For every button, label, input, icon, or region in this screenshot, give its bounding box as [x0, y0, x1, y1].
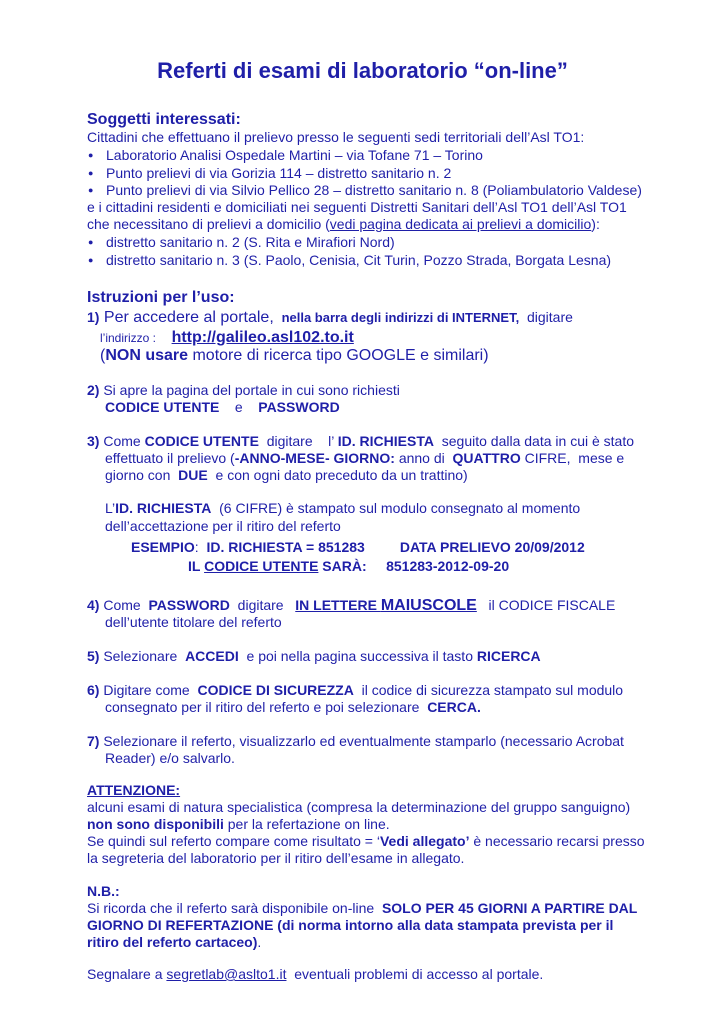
- step-number: 1): [87, 309, 100, 325]
- nb-heading: [87, 883, 120, 900]
- step-3-id-note: [105, 500, 580, 517]
- text-span: Si ricorda che il referto sarà disponibile on-line: [87, 900, 382, 916]
- text-span: ID. RICHIESTA: [115, 500, 212, 516]
- attenzione-line: [87, 816, 390, 833]
- text-span: DUE: [178, 467, 208, 483]
- text-span: eventuali problemi di accesso al portale.: [286, 966, 544, 982]
- text-span: (di norma intorno alla data stampata prevista per il: [273, 917, 614, 933]
- nb-line: [87, 900, 637, 917]
- list-item: Punto prelievi di via Gorizia 114 – distretto sanitario n. 2: [106, 165, 452, 181]
- step-3-line-3: [105, 467, 468, 484]
- text-span: il codice di sicurezza stampato sul modulo: [353, 682, 624, 698]
- text-span: (: [100, 347, 106, 364]
- text-span: ACCEDI: [185, 648, 239, 664]
- list-item: Punto prelievi di via Silvio Pellico 28 – distretto sanitario n. 8 (Poliambulatorio Valdese): [106, 182, 642, 198]
- text-span: digitare: [527, 309, 573, 325]
- text-span: ):: [591, 216, 600, 232]
- text-span: il CODICE FISCALE: [476, 597, 616, 613]
- page-title: Referti di esami di laboratorio “on-line”: [157, 58, 568, 83]
- step-6: [87, 682, 623, 699]
- text-span: RICERCA: [476, 648, 541, 664]
- text-span: QUATTRO: [452, 450, 521, 466]
- text-span: Come: [99, 597, 149, 613]
- step-4-line-2: dell’utente titolare del referto: [105, 614, 282, 630]
- nb-line: [87, 917, 613, 934]
- text-span: -ANNO-MESE- GIORNO:: [234, 450, 395, 466]
- list-item: distretto sanitario n. 3 (S. Paolo, Cenisia, Cit Turin, Pozzo Strada, Borgata Lesna): [106, 252, 612, 268]
- step-2-fields: [105, 399, 340, 416]
- text-span: MAIUSCOLE: [380, 597, 477, 614]
- step-number: 2): [87, 382, 100, 398]
- text-span: Segnalare a: [87, 966, 167, 982]
- text-span: [295, 597, 477, 613]
- text-span: Come: [99, 433, 145, 449]
- step-4: [87, 596, 615, 615]
- step-3-line-2: [105, 450, 624, 467]
- step-1-address: [100, 329, 354, 347]
- istruzioni-heading: Istruzioni per l’uso:: [87, 289, 235, 306]
- text-span: ritiro del referto cartaceo): [87, 934, 258, 950]
- bullet-dot-icon: ●: [88, 185, 94, 195]
- domicilio-line-2: [87, 216, 600, 233]
- example-line: [131, 539, 585, 556]
- text-span: consegnato per il ritiro del referto e poi selezionare: [105, 699, 428, 715]
- text-span: giorno con: [105, 467, 179, 483]
- text-span: NON usare: [105, 347, 189, 364]
- step-number: 3): [87, 433, 100, 449]
- text-span: ID. RICHIESTA = 851283: [206, 539, 365, 555]
- step-number: 7): [87, 733, 100, 749]
- nb-line: [87, 934, 261, 951]
- step-6-line-2: [105, 699, 481, 716]
- attenzione-line: [87, 833, 645, 850]
- text-span: e con ogni dato preceduto da un trattino): [207, 467, 468, 483]
- text-span: digitare: [229, 597, 296, 613]
- text-span: PASSWORD: [258, 399, 340, 415]
- text-span: non sono disponibili: [87, 816, 224, 832]
- soggetti-heading: Soggetti interessati:: [87, 111, 241, 128]
- text-span: Selezionare il referto, visualizzarlo ed eventualmente stamparlo (necessario Acrobat: [99, 733, 624, 749]
- text-span: GIORNO DI REFERTAZIONE: [87, 917, 274, 933]
- attenzione-line: alcuni esami di natura specialistica (compresa la determinazione del gruppo sanguigno): [87, 799, 631, 815]
- text-span: e: [234, 399, 243, 415]
- bullet-dot-icon: ●: [88, 168, 94, 178]
- text-span: :: [194, 539, 207, 555]
- step-2: [87, 382, 400, 399]
- text-span: SOLO PER 45 GIORNI A PARTIRE DAL: [381, 900, 638, 916]
- text-span: 851283-2012-09-20: [386, 558, 510, 574]
- text-span: digitare l’: [258, 433, 338, 449]
- text-span: Selezionare: [99, 648, 186, 664]
- step-7: [87, 733, 624, 750]
- text-span: per la refertazione on line.: [223, 816, 390, 832]
- bullet-dot-icon: ●: [88, 255, 94, 265]
- text-span: DATA PRELIEVO 20/09/2012: [399, 539, 585, 555]
- attenzione-heading: [87, 782, 180, 799]
- step-5: [87, 648, 541, 665]
- text-span: IL: [188, 558, 205, 574]
- step-1-note: [100, 346, 489, 366]
- list-item: distretto sanitario n. 2 (S. Rita e Mirafiori Nord): [106, 234, 395, 250]
- domicilio-link[interactable]: vedi pagina dedicata ai prelievi a domicilio: [329, 216, 592, 232]
- text-span: SARÀ:: [318, 558, 367, 574]
- text-span: e poi nella pagina successiva il tasto: [238, 648, 477, 664]
- step-3: [87, 433, 634, 450]
- text-span: motore di ricerca tipo GOOGLE e similari): [188, 347, 489, 364]
- domicilio-line: e i cittadini residenti e domiciliati nei seguenti Distretti Sanitari dell’Asl TO1 dell’Asl TO1: [87, 199, 627, 215]
- step-number: 6): [87, 682, 100, 698]
- text-span: PASSWORD: [148, 597, 230, 613]
- text-span: Per accedere al portale,: [99, 309, 274, 326]
- text-span: L’: [105, 500, 116, 516]
- text-span: (6 CIFRE) è stampato sul modulo consegnato al momento: [211, 500, 581, 516]
- address-label: l’indirizzo :: [100, 331, 157, 345]
- text-span: Vedi allegato’: [379, 833, 470, 849]
- portal-url-link[interactable]: http://galileo.asl102.to.it: [171, 329, 354, 346]
- text-span: CODICE UTENTE: [105, 399, 220, 415]
- soggetti-intro: Cittadini che effettuano il prelievo presso le seguenti sedi territoriali dell’Asl TO1:: [87, 129, 585, 145]
- bullet-dot-icon: ●: [88, 150, 94, 160]
- text-span: nella barra degli indirizzi di INTERNET,: [281, 310, 520, 325]
- attenzione-line: la segreteria del laboratorio per il ritiro dell’esame in allegato.: [87, 850, 465, 866]
- text-span: che necessitano di prelievi a domicilio (: [87, 216, 330, 232]
- step-7-line-2: Reader) e/o salvarlo.: [105, 750, 235, 766]
- text-span: CODICE UTENTE: [144, 433, 259, 449]
- text-span: anno di: [394, 450, 453, 466]
- text-span: Digitare come: [99, 682, 198, 698]
- text-span: N.B.:: [87, 883, 120, 899]
- example-codice-line: [188, 558, 509, 575]
- text-span: effettuato il prelievo (: [105, 450, 235, 466]
- step-3-id-note-2: dell’accettazione per il ritiro del referto: [105, 518, 341, 534]
- text-span: ATTENZIONE:: [87, 782, 181, 798]
- text-span: CODICE UTENTE: [204, 558, 319, 574]
- text-span: è necessario recarsi presso: [469, 833, 645, 849]
- text-span: CERCA.: [427, 699, 481, 715]
- step-number: 5): [87, 648, 100, 664]
- text-span: Si apre la pagina del portale in cui sono richiesti: [99, 382, 400, 398]
- bullet-dot-icon: ●: [88, 237, 94, 247]
- segnalare-line: [87, 966, 543, 983]
- email-link[interactable]: segretlab@aslto1.it: [166, 966, 287, 982]
- step-number: 4): [87, 597, 100, 613]
- step-1: [87, 308, 573, 327]
- text-span: seguito dalla data in cui è stato: [433, 433, 635, 449]
- text-span: ID. RICHIESTA: [337, 433, 434, 449]
- text-span: Se quindi sul referto compare come risultato = ‘: [87, 833, 380, 849]
- text-span: .: [257, 934, 262, 950]
- text-span: IN LETTERE: [295, 597, 381, 613]
- text-span: CIFRE, mese e: [520, 450, 625, 466]
- list-item: Laboratorio Analisi Ospedale Martini – via Tofane 71 – Torino: [106, 147, 483, 163]
- text-span: ESEMPIO: [131, 539, 195, 555]
- text-span: CODICE DI SICUREZZA: [197, 682, 354, 698]
